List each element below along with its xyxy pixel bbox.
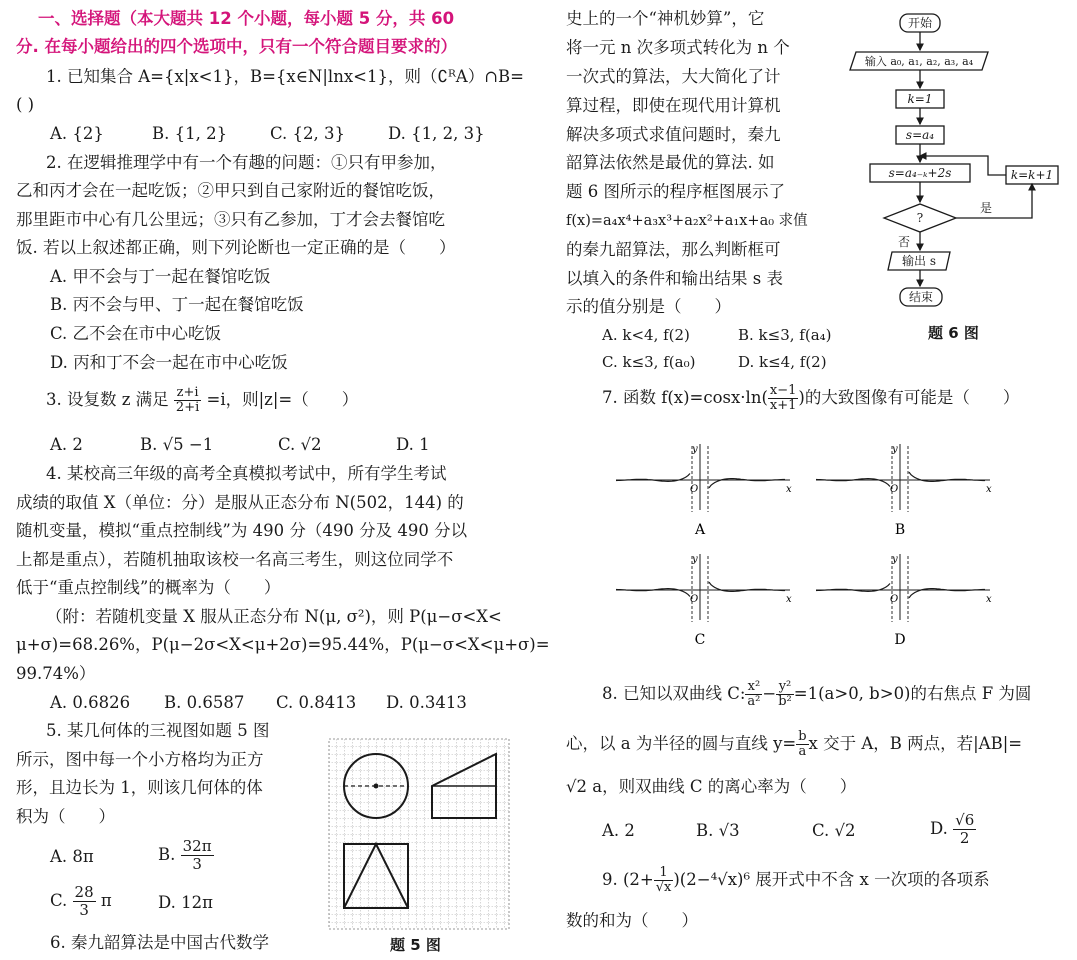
curve-left — [816, 584, 890, 592]
graph-option-label: B — [894, 522, 906, 538]
origin-label: O — [690, 484, 699, 495]
q8-option-d-label: D. — [930, 819, 948, 838]
frac-num: x² — [745, 680, 762, 695]
q5-line: 积为（ ） — [16, 807, 115, 826]
y-axis-label: y — [692, 444, 698, 455]
q5-option-b-fraction — [181, 838, 214, 873]
q7-frac-den: x+1 — [769, 398, 797, 413]
q6-option-d: D. k≤4, f(2) — [738, 353, 827, 371]
curve-left — [616, 474, 690, 482]
q7-graph-a — [616, 444, 792, 538]
q1-blank: ( ) — [16, 95, 35, 114]
q2-option-c: C. 乙不会在市中心吃饭 — [50, 324, 222, 343]
frac-num: b — [798, 729, 807, 744]
q1-option-c: C. {2, 3} — [270, 124, 346, 143]
q3-option-a: A. 2 — [50, 435, 83, 454]
q2-option-d: D. 丙和丁不会一起在市中心吃饭 — [50, 353, 288, 372]
q2-option-a: A. 甲不会与丁一起在餐馆吃饭 — [50, 267, 271, 286]
graph-option-label: A — [694, 522, 706, 538]
figure-6-caption: 题 6 图 — [928, 324, 979, 342]
origin-label: O — [690, 594, 699, 605]
q6-line: 一次式的算法，大大简化了计 — [566, 67, 781, 86]
q5-line: 5. 某几何体的三视图如题 5 图 — [46, 721, 270, 740]
q6-line: 示的值分别是（ ） — [566, 297, 731, 316]
q7-fraction — [768, 384, 799, 413]
q8-line1-pre: 8. 已知以双曲线 C: — [602, 684, 746, 703]
flow-cond-label: ? — [916, 211, 924, 225]
q3-option-d: D. 1 — [396, 435, 430, 454]
graph-option-label: D — [894, 632, 906, 648]
flow-yes-label: 是 — [979, 201, 993, 215]
frac-num: 1 — [654, 866, 674, 881]
q4-line: 随机变量，模拟“重点控制线”为 490 分（490 分及 490 分以 — [16, 521, 468, 540]
q7-graph-c — [616, 554, 792, 648]
figure-5-caption: 题 5 图 — [390, 936, 441, 954]
y-axis-label: y — [892, 444, 898, 455]
curve-right — [909, 472, 985, 481]
q7-pre: 7. 函数 f(x)=cosx·ln( — [602, 388, 768, 407]
q6-option-a: A. k<4, f(2) — [602, 326, 690, 344]
y-axis-label: y — [892, 554, 898, 565]
q8-line1 — [602, 680, 1031, 709]
q4-option-b: B. 0.6587 — [164, 693, 245, 712]
q6-line: 算过程，即使在现代用计算机 — [566, 96, 781, 115]
q5-line: 所示，图中每一个小方格均为正方 — [16, 750, 264, 769]
flow-input-label: 输入 a₀, a₁, a₂, a₃, a₄ — [864, 55, 974, 68]
frac-num: 32π — [182, 837, 212, 855]
q6-flowchart — [848, 8, 1066, 310]
q3-post: =i，则|z|=（ ） — [206, 390, 359, 409]
q8-option-c: C. √2 — [812, 821, 856, 840]
q5-option-a: A. 8π — [50, 847, 94, 866]
q3-fraction — [174, 386, 201, 415]
q5-option-c-label: C. — [50, 891, 68, 910]
q6-first-line: 6. 秦九韶算法是中国古代数学 — [50, 933, 269, 952]
q6-line: 题 6 图所示的程序框图展示了 — [566, 182, 785, 201]
curve-right — [709, 582, 785, 591]
q7-frac-num: x−1 — [769, 383, 797, 398]
q5-option-d: D. 12π — [158, 893, 213, 912]
q8-line2-pre: 心，以 a 为半径的圆与直线 y= — [566, 734, 797, 753]
curve-left — [816, 479, 890, 487]
q8-line2 — [566, 730, 1022, 759]
origin-label: O — [890, 594, 899, 605]
y-axis-label: y — [692, 554, 698, 565]
q4-option-d: D. 0.3413 — [386, 693, 467, 712]
curve-left — [616, 589, 690, 597]
q6-option-c: C. k≤3, f(a₀) — [602, 353, 696, 371]
q9-line1 — [602, 866, 990, 895]
q5-option-b — [158, 838, 214, 873]
q8-option-a: A. 2 — [602, 821, 635, 840]
q1-option-a: A. {2} — [50, 124, 104, 143]
q4-note-line: 99.74%） — [16, 664, 96, 683]
q8-line1-post: =1(a>0, b>0)的右焦点 F 为圆 — [793, 684, 1032, 703]
frac-den: b² — [778, 694, 792, 709]
q4-line: 成绩的取值 X（单位：分）是服从正态分布 N(502，144) 的 — [16, 493, 464, 512]
frac-den: a — [798, 744, 807, 759]
frac-den: 2 — [959, 829, 970, 847]
q2-option-b: B. 丙不会与甲、丁一起在餐馆吃饭 — [50, 295, 304, 314]
x-axis-label: x — [986, 594, 992, 605]
q3-stem — [46, 386, 358, 415]
frac-den: √x — [655, 880, 672, 895]
flow-output-label: 输出 s — [902, 254, 936, 268]
q4-option-c: C. 0.8413 — [276, 693, 357, 712]
section-header-line2: 分. 在每小题给出的四个选项中，只有一个符合题目要求的） — [16, 37, 458, 56]
origin-label: O — [890, 484, 899, 495]
q4-line: 上都是重点），若随机抽取该校一名高三考生，则这位同学不 — [16, 550, 454, 569]
q2-line: 2. 在逻辑推理学中有一个有趣的问题：①只有甲参加， — [46, 153, 447, 172]
q1-stem: 1. 已知集合 A={x|x<1}，B={x∈N|lnx<1}，则（∁ᴿA）∩B= — [46, 67, 524, 86]
x-axis-label: x — [786, 484, 792, 495]
q8-option-b: B. √3 — [696, 821, 740, 840]
q7-post: )的大致图像有可能是（ ） — [798, 388, 1020, 407]
q2-line: 乙和丙才会在一起吃饭；②甲只到自己家附近的餐馆吃饭， — [16, 181, 445, 200]
q7-graph-b — [816, 444, 992, 538]
frac-den: a² — [747, 694, 761, 709]
graph-option-label: C — [694, 632, 706, 648]
q8-line2-post: x 交于 A，B 两点，若|AB|= — [808, 734, 1023, 753]
q3-option-b: B. √5 −1 — [140, 435, 214, 454]
frac-num: 28 — [74, 883, 94, 901]
q5-line: 形，且边长为 1，则该几何体的体 — [16, 778, 263, 797]
q4-line: 4. 某校高三年级的高考全真模拟考试中，所有学生考试 — [46, 464, 447, 483]
q3-frac-den: 2+i — [175, 400, 200, 415]
frac-den: 3 — [79, 901, 89, 919]
q5-option-c-fraction — [73, 884, 96, 919]
x-axis-label: x — [786, 594, 792, 605]
q8-line3: √2 a，则双曲线 C 的离心率为（ ） — [566, 777, 857, 796]
q6-option-b: B. k≤3, f(a₄) — [738, 326, 832, 344]
q6-line: 韶算法依然是最优的算法. 如 — [566, 153, 775, 172]
q3-option-c: C. √2 — [278, 435, 322, 454]
flow-k1-label: k=1 — [907, 92, 933, 106]
q6-line: 以填入的条件和输出结果 s 表 — [566, 269, 783, 288]
q3-frac-num: z+i — [174, 386, 201, 401]
q8-frac-y — [776, 680, 794, 709]
q7-graphs — [610, 440, 1050, 650]
q1-option-d: D. {1, 2, 3} — [388, 124, 485, 143]
q4-note-line: （附：若随机变量 X 服从正态分布 N(μ, σ²)，则 P(μ−σ<X< — [46, 607, 502, 626]
q6-line: 解决多项式求值问题时，秦九 — [566, 125, 781, 144]
flow-sinit-label: s=a₄ — [905, 128, 935, 142]
x-axis-label: x — [986, 484, 992, 495]
q7-graph-group — [616, 444, 992, 648]
q5-option-b-label: B. — [158, 845, 176, 864]
q6-line: f(x)=a₄x⁴+a₃x³+a₂x²+a₁x+a₀ 求值 — [566, 213, 808, 229]
q5-three-view-figure — [328, 738, 510, 930]
q7-graph-d — [816, 554, 992, 648]
q4-line: 低于“重点控制线”的概率为（ ） — [16, 578, 281, 597]
flow-no-label: 否 — [897, 235, 911, 249]
q9-pre: 9. (2+ — [602, 870, 654, 889]
q2-line: 那里距市中心有几公里远；③只有乙参加，丁才会去餐馆吃 — [16, 210, 445, 229]
q5-option-c-tail: π — [100, 891, 112, 910]
curve-right — [709, 479, 785, 488]
q5-option-c — [50, 884, 112, 919]
q8-frac-slope — [796, 730, 808, 759]
q6-line: 的秦九韶算法，那么判断框可 — [566, 240, 781, 259]
q3-pre: 3. 设复数 z 满足 — [46, 390, 169, 409]
q8-line1-minus: − — [762, 684, 777, 703]
grid-background — [329, 739, 509, 929]
q2-line: 饭. 若以上叙述都正确，则下列论断也一定正确的是（ ） — [16, 238, 456, 257]
circle-center — [374, 784, 379, 789]
frac-num: y² — [776, 680, 794, 695]
q8-option-d — [930, 812, 976, 847]
frac-den: 3 — [192, 855, 202, 873]
q1-option-b: B. {1, 2} — [152, 124, 228, 143]
q6-line: 将一元 n 次多项式转化为 n 个 — [566, 38, 790, 57]
q8-option-d-fraction — [953, 812, 976, 847]
q9-fraction — [654, 866, 674, 895]
q9-line2: 数的和为（ ） — [566, 911, 698, 930]
section-header-line1: 一、选择题（本大题共 12 个小题，每小题 5 分，共 60 — [38, 9, 455, 28]
flow-supdate-label: s=a₄₋ₖ+2s — [888, 166, 952, 180]
q4-option-a: A. 0.6826 — [50, 693, 131, 712]
q7-stem — [602, 384, 1019, 413]
q9-post: )(2−⁴√x)⁶ 展开式中不含 x 一次项的各项系 — [673, 870, 990, 889]
q8-frac-x — [745, 680, 762, 709]
q6-line: 史上的一个“神机妙算”，它 — [566, 9, 765, 28]
frac-num: √6 — [955, 811, 975, 829]
curve-right — [909, 589, 985, 598]
flow-start-label: 开始 — [907, 16, 933, 30]
q4-note-line: μ+σ)=68.26%，P(μ−2σ<X<μ+2σ)=95.44%，P(μ−σ<X<μ+σ)= — [16, 635, 550, 654]
flow-end-label: 结束 — [908, 290, 934, 304]
flow-kinc-label: k=k+1 — [1010, 168, 1054, 182]
